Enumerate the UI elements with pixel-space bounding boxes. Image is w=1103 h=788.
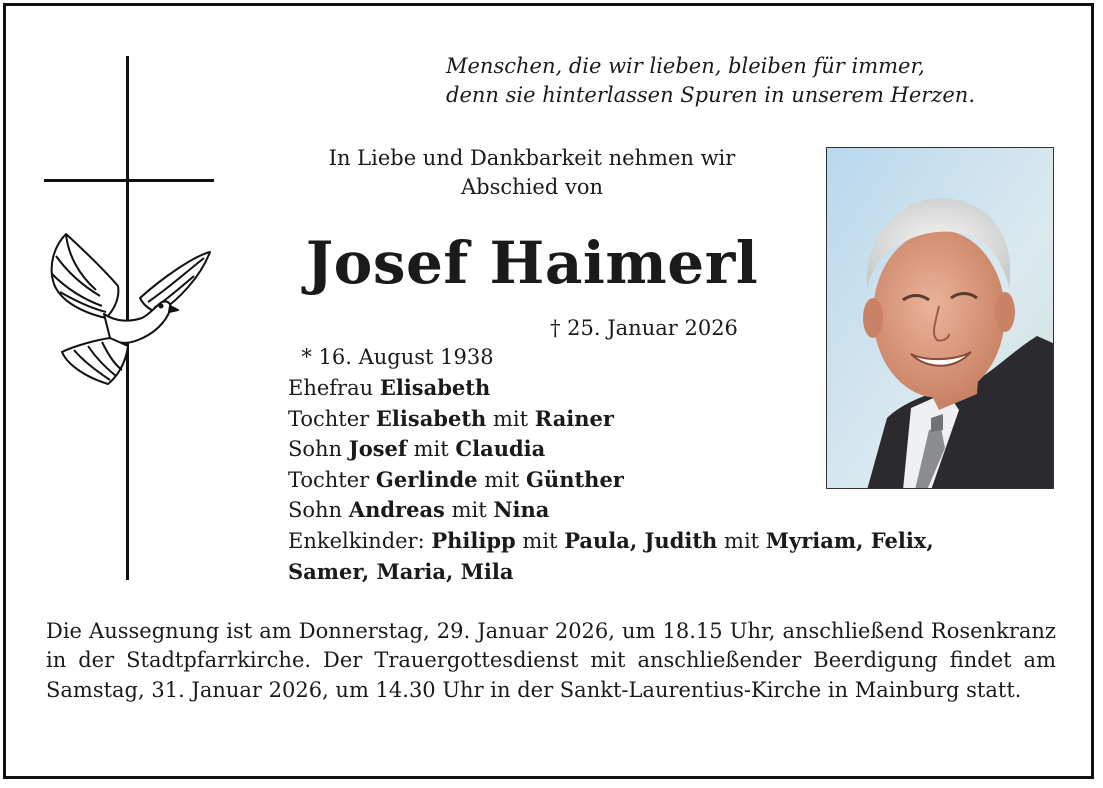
grandchild-name: Myriam, Felix, [765,527,934,553]
connector-word: mit [484,467,520,492]
motto-line-2: denn sie hinterlassen Spuren in unserem Herzen. [446,83,975,107]
grandchild-name: Paula, Judith [564,527,718,553]
motto-quote [446,52,1086,110]
connector-word: mit [451,498,487,523]
mourner-name: Elisabeth [379,375,491,400]
death-date: † 25. Januar 2026 [550,316,738,340]
intro-line-1: In Liebe und Dankbarkeit nehmen wir [328,146,736,170]
partner-name: Nina [493,497,550,523]
deceased-name: Josef Haimerl [305,229,759,297]
mourner-row [288,495,1048,526]
relation-label: Tochter [288,406,370,431]
portrait-image [827,148,1054,489]
cross-beam [44,179,214,182]
mourner-name: Josef [348,436,407,462]
connector-word: mit [493,406,529,431]
birth-date: * 16. August 1938 [301,345,494,369]
relation-label: Tochter [288,467,370,492]
intro-text [282,144,782,202]
grandchildren-row-continued [288,557,1048,588]
partner-name: Günther [526,466,624,492]
grandchild-name: Philipp [431,527,516,553]
grandchildren-row [288,526,1048,557]
dove-icon [44,226,214,386]
relation-label: Sohn [288,498,343,523]
mourner-name: Elisabeth [375,405,487,431]
portrait-photo [826,147,1054,489]
mourner-name: Andreas [348,497,445,523]
relation-label: Enkelkinder: [288,528,425,553]
motto-line-1: Menschen, die wir lieben, bleiben für immer, [446,54,925,78]
ceremony-details: Die Aussegnung ist am Donnerstag, 29. Januar 2026, um 18.15 Uhr, anschließend Rosenkranz in der Stadtpfarrkirche. Der Trauergottesdienst mit anschließender Beerdigung findet am Samstag, 31. Januar 2026, um 14.30 Uhr in der Sankt-Laurentius-Kirche in Mainburg statt. [46,619,1056,702]
intro-line-2: Abschied von [461,175,603,199]
connector-word: mit [724,528,760,553]
relation-label: Sohn [288,437,343,462]
connector-word: mit [413,437,449,462]
partner-name: Claudia [455,436,546,462]
grandchild-name: Samer, Maria, Mila [288,558,514,584]
relation-label: Ehefrau [288,376,374,400]
mourner-name: Gerlinde [375,466,478,492]
partner-name: Rainer [534,405,614,431]
connector-word: mit [522,528,558,553]
